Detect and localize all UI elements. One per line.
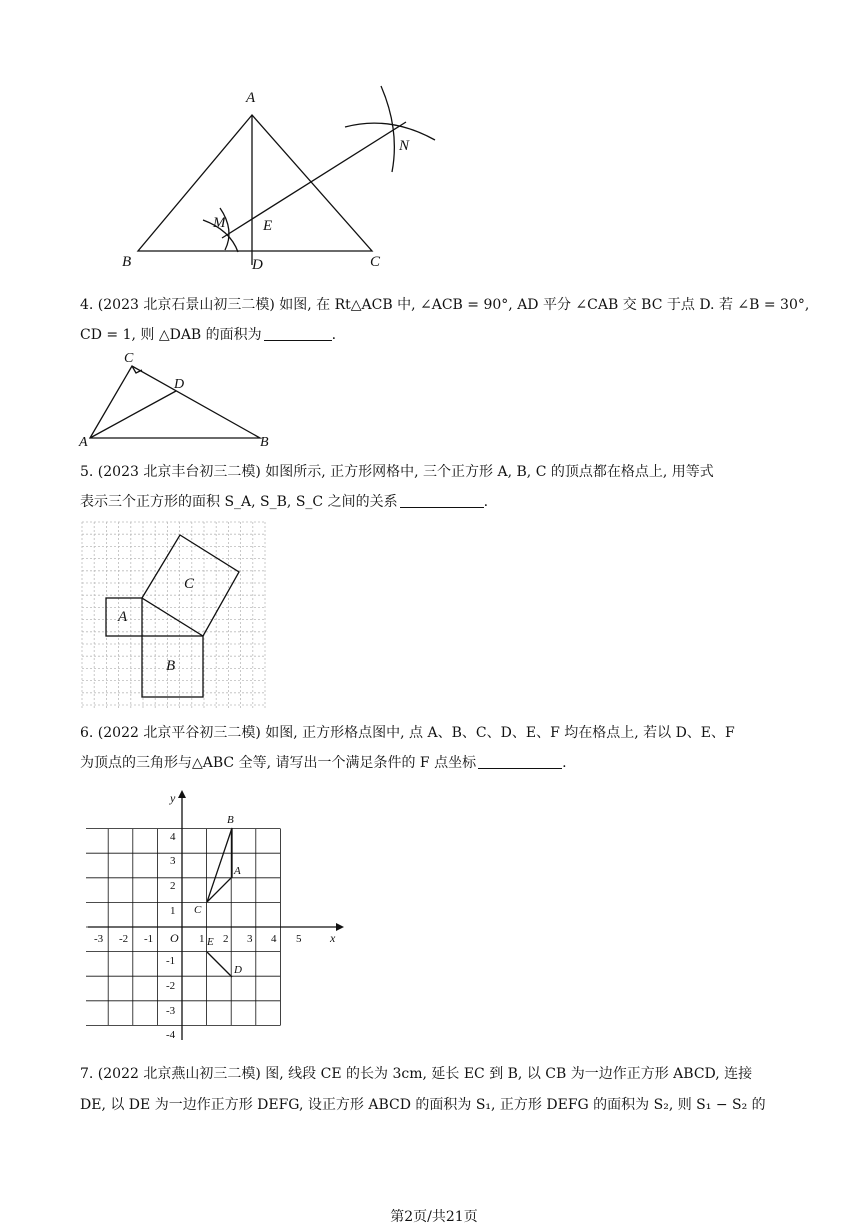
y-tick: 1 (170, 905, 176, 917)
q4-line2-text: CD = 1, 则 △DAB 的面积为 (80, 327, 262, 343)
q4-answer-blank (264, 326, 332, 341)
y-tick: 4 (170, 831, 176, 843)
origin-label: O (170, 931, 179, 945)
x-tick: -2 (119, 933, 129, 945)
label-c: C (184, 576, 195, 592)
label-e: E (263, 218, 273, 234)
point-label-c: C (194, 904, 202, 916)
page-footer: 第2页/共21页 (390, 1209, 478, 1225)
x-axis-label: x (330, 931, 336, 945)
q6-line2 (80, 753, 567, 773)
x-tick: 2 (223, 933, 229, 945)
y-tick: -1 (166, 955, 176, 967)
label-c: C (124, 351, 134, 366)
q5-line2-text: 表示三个正方形的面积 S_A, S_B, S_C 之间的关系 (80, 494, 398, 510)
arc-n2 (381, 86, 394, 172)
q5-line1: 5. (2023 北京丰台初三二模) 如图所示, 正方形网格中, 三个正方形 A, B, C 的顶点都在格点上, 用等式 (80, 464, 714, 480)
y-axis-label: y (170, 791, 176, 805)
label-a: A (246, 90, 256, 106)
q7-line2: DE, 以 DE 为一边作正方形 DEFG, 设正方形 ABCD 的面积为 S₁, 正方形 DEFG 的面积为 S₂, 则 S₁ − S₂ 的 (80, 1097, 766, 1113)
label-m: M (213, 215, 226, 231)
segment-mn (222, 122, 406, 238)
y-tick: 3 (170, 855, 176, 867)
label-b: B (122, 254, 132, 270)
x-tick: -1 (144, 933, 154, 945)
figure-q5 (78, 518, 268, 714)
label-b: B (260, 435, 269, 448)
point-label-e: E (207, 936, 214, 948)
figure-q6-svg (86, 790, 346, 1045)
figure-q4-svg (76, 348, 276, 448)
q4-line1: 4. (2023 北京石景山初三二模) 如图, 在 Rt△ACB 中, ∠ACB = 90°, AD 平分 ∠CAB 交 BC 于点 D. 若 ∠B = 30°, (80, 297, 810, 313)
q6-answer-blank (478, 754, 562, 769)
y-axis-arrow-icon (178, 790, 186, 798)
label-d: D (174, 377, 185, 392)
y-tick: 2 (170, 880, 176, 892)
q4-line2 (80, 325, 336, 345)
q6-line2-text: 为顶点的三角形与△ABC 全等, 请写出一个满足条件的 F 点坐标 (80, 755, 477, 771)
q4-line2-end: . (331, 327, 337, 343)
x-tick-labels (94, 933, 302, 945)
q7-line1: 7. (2022 北京燕山初三二模) 图, 线段 CE 的长为 3cm, 延长 EC 到 B, 以 CB 为一边作正方形 ABCD, 连接 (80, 1066, 753, 1082)
figure-q3 (110, 80, 450, 275)
x-tick: 1 (199, 933, 205, 945)
x-tick: 3 (247, 933, 253, 945)
figure-q6 (86, 790, 346, 1045)
q6-line1: 6. (2022 北京平谷初三二模) 如图, 正方形格点图中, 点 A、B、C、D、E、F 均在格点上, 若以 D、E、F (80, 725, 735, 741)
dotted-grid (82, 522, 265, 710)
y-tick: -4 (166, 1029, 176, 1041)
x-tick: 5 (296, 933, 302, 945)
q6-line2-end: . (562, 755, 567, 771)
figure-q3-svg (110, 80, 450, 275)
x-tick: -3 (94, 933, 104, 945)
segment-ed (207, 952, 232, 977)
label-c: C (370, 254, 381, 270)
segment-ad (90, 391, 176, 438)
label-a: A (79, 435, 88, 448)
x-axis-arrow-icon (336, 923, 344, 931)
figure-q4 (76, 348, 276, 448)
y-tick: -2 (166, 980, 176, 992)
q5-line2 (80, 492, 488, 512)
triangle-abc (207, 828, 232, 902)
y-tick: -3 (166, 1005, 176, 1017)
q5-line2-end: . (483, 494, 489, 510)
label-n: N (399, 138, 410, 154)
label-b: B (166, 658, 176, 674)
figure-q5-svg (78, 518, 268, 714)
label-d: D (252, 257, 263, 273)
label-a: A (118, 609, 128, 625)
q5-answer-blank (400, 493, 484, 508)
point-label-a: A (234, 865, 241, 877)
point-label-b: B (227, 814, 234, 826)
point-label-d: D (234, 964, 242, 976)
triangle-abc (138, 115, 372, 251)
x-tick: 4 (271, 933, 277, 945)
